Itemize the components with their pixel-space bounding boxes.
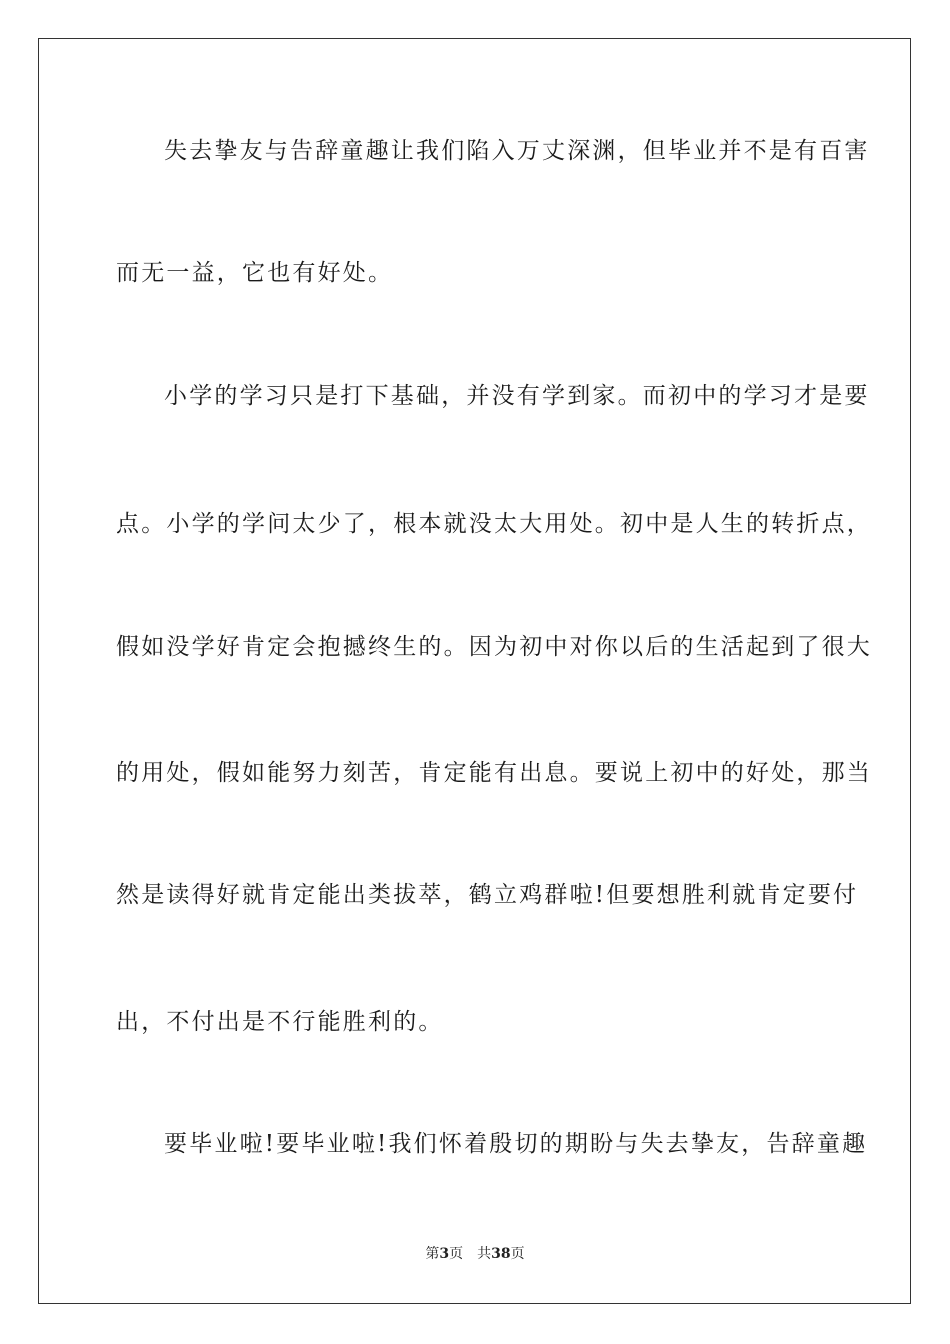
paragraph-3-line-1: 要毕业啦!要毕业啦!我们怀着殷切的期盼与失去挚友，告辞童趣	[164, 1131, 868, 1157]
paragraph-2-line-1: 小学的学习只是打下基础，并没有学到家。而初中的学习才是要	[164, 383, 870, 409]
paragraph-1-line-1: 失去挚友与告辞童趣让我们陷入万丈深渊，但毕业并不是有百害	[164, 138, 870, 164]
paragraph-2-line-6: 出，不付出是不行能胜利的。	[116, 1009, 444, 1035]
paragraph-2-line-3: 假如没学好肯定会抱撼终生的。因为初中对你以后的生活起到了很大	[116, 634, 872, 660]
total-prefix: 共	[477, 1246, 492, 1262]
paragraph-2-line-4: 的用处，假如能努力刻苦，肯定能有出息。要说上初中的好处，那当	[116, 760, 872, 786]
total-pages: 38	[491, 1246, 511, 1262]
total-suffix: 页	[510, 1246, 525, 1262]
paragraph-1-line-2: 而无一益，它也有好处。	[116, 260, 394, 286]
page-suffix: 页	[449, 1246, 464, 1262]
paragraph-2-line-5: 然是读得好就肯定能出类拔萃，鹤立鸡群啦!但要想胜利就肯定要付	[116, 882, 859, 908]
page-prefix: 第	[425, 1246, 440, 1262]
page-border	[38, 38, 911, 1304]
paragraph-2-line-2: 点。小学的学问太少了，根本就没太大用处。初中是人生的转折点，	[116, 511, 872, 537]
page-number: 3	[439, 1246, 450, 1262]
page-footer	[0, 1245, 950, 1263]
